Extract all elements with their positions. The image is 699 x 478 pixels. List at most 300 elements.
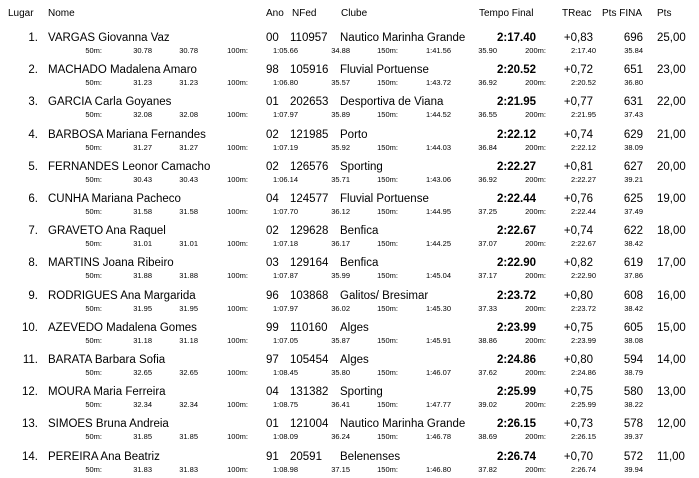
split-diff-50: 31.23 bbox=[179, 78, 198, 88]
split-diff-200: 39.21 bbox=[624, 174, 643, 184]
split-diff-200: 37.86 bbox=[624, 271, 643, 281]
split-time-150: 1:43.72 bbox=[425, 78, 451, 88]
split-label-200: 200m: bbox=[525, 207, 546, 216]
split-label-50: 50m: bbox=[85, 432, 102, 442]
split-label-100: 100m: bbox=[227, 432, 248, 442]
split-label-150: 150m: bbox=[377, 174, 398, 184]
header-lugar: Lugar bbox=[8, 8, 34, 19]
club-name: Sporting bbox=[340, 160, 383, 173]
split-label-150: 150m: bbox=[377, 239, 398, 249]
split-time-150: 1:44.95 bbox=[425, 207, 451, 216]
split-time-200: 2:22.27 bbox=[570, 174, 596, 184]
split-label-150: 150m: bbox=[377, 46, 398, 55]
reaction-time: +0,75 bbox=[563, 386, 593, 399]
club-name: Belenenses bbox=[340, 450, 401, 463]
split-label-150: 150m: bbox=[377, 142, 398, 152]
final-time: 2:22.90 bbox=[496, 257, 536, 270]
reaction-time: +0,81 bbox=[563, 160, 593, 173]
athlete-name: RODRIGUES Ana Margarida bbox=[48, 289, 196, 302]
reaction-time: +0,72 bbox=[563, 64, 593, 77]
split-time-50: 31.27 bbox=[133, 142, 152, 152]
points: 13,00 bbox=[657, 386, 686, 399]
split-time-50: 31.23 bbox=[133, 78, 152, 88]
split-label-100: 100m: bbox=[227, 464, 248, 474]
split-diff-100: 36.12 bbox=[331, 207, 350, 216]
club-name: Benfica bbox=[340, 225, 379, 238]
points: 16,00 bbox=[657, 289, 686, 302]
split-time-100: 1:08.75 bbox=[272, 400, 298, 410]
split-label-50: 50m: bbox=[85, 271, 102, 281]
athlete-name: SIMOES Bruna Andreia bbox=[48, 418, 169, 431]
birth-year: 97 bbox=[266, 354, 279, 366]
split-diff-100: 35.87 bbox=[331, 335, 350, 345]
points: 15,00 bbox=[657, 321, 686, 334]
split-time-100: 1:08.09 bbox=[272, 432, 298, 442]
reaction-time: +0,75 bbox=[563, 321, 593, 334]
row-position: 9. bbox=[28, 289, 38, 302]
split-diff-50: 31.88 bbox=[179, 271, 198, 281]
split-diff-50: 32.08 bbox=[179, 110, 198, 120]
reaction-time: +0,74 bbox=[563, 128, 593, 141]
split-time-50: 32.34 bbox=[133, 400, 152, 410]
split-diff-50: 31.83 bbox=[179, 464, 198, 474]
birth-year: 01 bbox=[266, 96, 279, 109]
split-diff-150: 35.90 bbox=[478, 46, 497, 55]
split-time-200: 2:22.67 bbox=[570, 239, 596, 249]
fina-points: 696 bbox=[623, 32, 643, 44]
split-diff-150: 37.07 bbox=[478, 239, 497, 249]
fina-points: 572 bbox=[623, 450, 643, 463]
points: 17,00 bbox=[657, 257, 686, 270]
final-time: 2:23.99 bbox=[496, 321, 536, 334]
split-time-150: 1:44.25 bbox=[425, 239, 451, 249]
points: 21,00 bbox=[657, 128, 686, 141]
split-label-50: 50m: bbox=[85, 174, 102, 184]
club-name: Alges bbox=[340, 354, 369, 366]
split-diff-200: 38.09 bbox=[624, 142, 643, 152]
points: 20,00 bbox=[657, 160, 686, 173]
split-diff-150: 37.17 bbox=[478, 271, 497, 281]
split-label-50: 50m: bbox=[85, 46, 102, 55]
athlete-name: MACHADO Madalena Amaro bbox=[48, 64, 197, 77]
split-diff-150: 37.62 bbox=[478, 368, 497, 377]
split-time-200: 2:17.40 bbox=[570, 46, 596, 55]
points: 14,00 bbox=[657, 354, 686, 366]
split-time-50: 31.58 bbox=[133, 207, 152, 216]
split-time-200: 2:26.15 bbox=[570, 432, 596, 442]
split-diff-50: 31.01 bbox=[179, 239, 198, 249]
table-row bbox=[0, 445, 699, 477]
header-nome: Nome bbox=[48, 8, 75, 19]
split-diff-150: 37.82 bbox=[478, 464, 497, 474]
reaction-time: +0,82 bbox=[563, 257, 593, 270]
split-diff-100: 36.41 bbox=[331, 400, 350, 410]
final-time: 2:22.44 bbox=[496, 193, 536, 205]
split-label-100: 100m: bbox=[227, 174, 248, 184]
split-label-100: 100m: bbox=[227, 303, 248, 313]
split-time-150: 1:44.52 bbox=[425, 110, 451, 120]
split-diff-50: 30.78 bbox=[179, 46, 198, 55]
split-time-50: 31.95 bbox=[133, 303, 152, 313]
reaction-time: +0,80 bbox=[563, 354, 593, 366]
row-position: 11. bbox=[22, 354, 38, 366]
row-position: 8. bbox=[28, 257, 38, 270]
federation-number: 20591 bbox=[290, 450, 322, 463]
split-diff-150: 36.92 bbox=[478, 174, 497, 184]
split-label-150: 150m: bbox=[377, 271, 398, 281]
header-tempo: Tempo Final bbox=[479, 8, 534, 19]
split-diff-150: 36.84 bbox=[478, 142, 497, 152]
athlete-name: FERNANDES Leonor Camacho bbox=[48, 160, 211, 173]
athlete-name: VARGAS Giovanna Vaz bbox=[48, 32, 170, 44]
fina-points: 578 bbox=[623, 418, 643, 431]
final-time: 2:23.72 bbox=[496, 289, 536, 302]
split-label-100: 100m: bbox=[227, 110, 248, 120]
header-clube: Clube bbox=[341, 8, 368, 19]
final-time: 2:22.67 bbox=[496, 225, 536, 238]
split-time-150: 1:45.91 bbox=[425, 335, 451, 345]
split-label-100: 100m: bbox=[227, 239, 248, 249]
split-diff-50: 32.34 bbox=[179, 400, 198, 410]
fina-points: 580 bbox=[623, 386, 643, 399]
table-row bbox=[0, 26, 699, 58]
split-diff-200: 38.22 bbox=[624, 400, 643, 410]
points: 19,00 bbox=[657, 193, 686, 205]
row-position: 1. bbox=[28, 32, 38, 44]
split-time-200: 2:26.74 bbox=[570, 464, 596, 474]
birth-year: 02 bbox=[266, 128, 279, 141]
club-name: Desportiva de Viana bbox=[340, 96, 444, 109]
split-time-200: 2:22.90 bbox=[570, 271, 596, 281]
split-time-50: 30.78 bbox=[133, 46, 152, 55]
split-label-150: 150m: bbox=[377, 464, 398, 474]
fina-points: 622 bbox=[623, 225, 643, 238]
split-time-150: 1:43.06 bbox=[425, 174, 451, 184]
split-diff-100: 35.99 bbox=[331, 271, 350, 281]
birth-year: 98 bbox=[266, 64, 279, 77]
split-diff-50: 31.85 bbox=[179, 432, 198, 442]
header-treac: TReac bbox=[562, 8, 592, 19]
split-time-150: 1:46.78 bbox=[425, 432, 451, 442]
federation-number: 129628 bbox=[290, 225, 329, 238]
split-time-150: 1:44.03 bbox=[425, 142, 451, 152]
final-time: 2:22.27 bbox=[496, 160, 536, 173]
split-label-100: 100m: bbox=[227, 335, 248, 345]
split-label-100: 100m: bbox=[227, 400, 248, 410]
split-diff-150: 37.33 bbox=[478, 303, 497, 313]
final-time: 2:20.52 bbox=[496, 64, 536, 77]
athlete-name: MARTINS Joana Ribeiro bbox=[48, 257, 174, 270]
row-position: 7. bbox=[28, 225, 38, 238]
split-diff-200: 36.80 bbox=[624, 78, 643, 88]
split-diff-200: 35.84 bbox=[624, 46, 643, 55]
split-label-200: 200m: bbox=[525, 78, 546, 88]
header-pts: Pts bbox=[657, 8, 672, 19]
split-time-50: 31.18 bbox=[133, 335, 152, 345]
reaction-time: +0,73 bbox=[563, 418, 593, 431]
birth-year: 91 bbox=[266, 450, 279, 463]
federation-number: 105454 bbox=[290, 354, 329, 366]
split-diff-200: 38.79 bbox=[624, 368, 643, 377]
club-name: Nautico Marinha Grande bbox=[340, 32, 466, 44]
athlete-name: AZEVEDO Madalena Gomes bbox=[48, 321, 197, 334]
split-time-50: 30.43 bbox=[133, 174, 152, 184]
federation-number: 129164 bbox=[290, 257, 329, 270]
split-diff-150: 36.92 bbox=[478, 78, 497, 88]
athlete-name: BARBOSA Mariana Fernandes bbox=[48, 128, 206, 141]
reaction-time: +0,70 bbox=[563, 450, 593, 463]
row-position: 10. bbox=[22, 321, 38, 334]
split-time-100: 1:06.14 bbox=[272, 174, 298, 184]
row-position: 13. bbox=[22, 418, 38, 431]
split-label-150: 150m: bbox=[377, 400, 398, 410]
split-time-150: 1:45.04 bbox=[425, 271, 451, 281]
points: 22,00 bbox=[657, 96, 686, 109]
split-label-200: 200m: bbox=[525, 303, 546, 313]
split-label-50: 50m: bbox=[85, 400, 102, 410]
split-diff-100: 35.71 bbox=[331, 174, 350, 184]
athlete-name: PEREIRA Ana Beatriz bbox=[48, 450, 160, 463]
fina-points: 631 bbox=[623, 96, 643, 109]
final-time: 2:22.12 bbox=[496, 128, 536, 141]
split-diff-100: 35.89 bbox=[331, 110, 350, 120]
split-label-200: 200m: bbox=[525, 368, 546, 377]
points: 18,00 bbox=[657, 225, 686, 238]
final-time: 2:17.40 bbox=[496, 32, 536, 44]
athlete-name: GRAVETO Ana Raquel bbox=[48, 225, 166, 238]
fina-points: 625 bbox=[623, 193, 643, 205]
federation-number: 121004 bbox=[290, 418, 329, 431]
split-diff-50: 31.27 bbox=[179, 142, 198, 152]
federation-number: 121985 bbox=[290, 128, 329, 141]
athlete-name: GARCIA Carla Goyanes bbox=[48, 96, 172, 109]
split-diff-100: 35.57 bbox=[331, 78, 350, 88]
reaction-time: +0,74 bbox=[563, 225, 593, 238]
split-time-150: 1:47.77 bbox=[425, 400, 451, 410]
split-time-100: 1:07.97 bbox=[272, 110, 298, 120]
federation-number: 124577 bbox=[290, 193, 329, 205]
split-diff-50: 31.58 bbox=[179, 207, 198, 216]
club-name: Fluvial Portuense bbox=[340, 193, 429, 205]
split-diff-150: 38.86 bbox=[478, 335, 497, 345]
row-position: 4. bbox=[28, 128, 38, 141]
table-row bbox=[0, 348, 699, 380]
split-time-100: 1:06.80 bbox=[272, 78, 298, 88]
split-diff-100: 34.88 bbox=[331, 46, 350, 55]
table-row bbox=[0, 316, 699, 348]
split-label-200: 200m: bbox=[525, 271, 546, 281]
split-label-100: 100m: bbox=[227, 271, 248, 281]
birth-year: 00 bbox=[266, 32, 279, 44]
split-diff-200: 37.43 bbox=[624, 110, 643, 120]
split-time-50: 31.88 bbox=[133, 271, 152, 281]
table-row bbox=[0, 155, 699, 187]
split-time-100: 1:08.45 bbox=[272, 368, 298, 377]
split-label-50: 50m: bbox=[85, 239, 102, 249]
split-label-50: 50m: bbox=[85, 464, 102, 474]
split-time-100: 1:07.05 bbox=[272, 335, 298, 345]
birth-year: 04 bbox=[266, 193, 279, 205]
club-name: Alges bbox=[340, 321, 369, 334]
split-label-100: 100m: bbox=[227, 142, 248, 152]
split-time-200: 2:22.12 bbox=[570, 142, 596, 152]
split-time-150: 1:41.56 bbox=[425, 46, 451, 55]
fina-points: 629 bbox=[623, 128, 643, 141]
table-row bbox=[0, 123, 699, 155]
table-row bbox=[0, 251, 699, 283]
split-label-150: 150m: bbox=[377, 303, 398, 313]
split-diff-150: 36.55 bbox=[478, 110, 497, 120]
split-label-150: 150m: bbox=[377, 432, 398, 442]
header-nfed: NFed bbox=[292, 8, 317, 19]
split-diff-150: 37.25 bbox=[478, 207, 497, 216]
row-position: 12. bbox=[22, 386, 38, 399]
federation-number: 131382 bbox=[290, 386, 329, 399]
row-position: 5. bbox=[28, 160, 38, 173]
split-diff-200: 39.37 bbox=[624, 432, 643, 442]
table-row bbox=[0, 187, 699, 219]
split-label-50: 50m: bbox=[85, 110, 102, 120]
split-time-200: 2:20.52 bbox=[570, 78, 596, 88]
federation-number: 110160 bbox=[290, 321, 328, 334]
split-diff-100: 36.24 bbox=[331, 432, 350, 442]
club-name: Galitos/ Bresimar bbox=[340, 289, 429, 302]
split-diff-50: 31.18 bbox=[179, 335, 198, 345]
split-diff-50: 30.43 bbox=[179, 174, 198, 184]
reaction-time: +0,80 bbox=[563, 289, 593, 302]
split-label-50: 50m: bbox=[85, 303, 102, 313]
fina-points: 608 bbox=[623, 289, 643, 302]
final-time: 2:24.86 bbox=[496, 354, 536, 366]
split-label-200: 200m: bbox=[525, 432, 546, 442]
birth-year: 03 bbox=[266, 257, 279, 270]
split-label-50: 50m: bbox=[85, 207, 102, 216]
table-row bbox=[0, 90, 699, 122]
split-time-150: 1:46.07 bbox=[425, 368, 451, 377]
split-diff-100: 36.02 bbox=[331, 303, 350, 313]
split-label-200: 200m: bbox=[525, 142, 546, 152]
split-label-50: 50m: bbox=[85, 335, 102, 345]
points: 23,00 bbox=[657, 64, 686, 77]
split-time-50: 31.01 bbox=[133, 239, 152, 249]
split-diff-150: 39.02 bbox=[478, 400, 497, 410]
split-label-150: 150m: bbox=[377, 110, 398, 120]
split-time-50: 32.65 bbox=[133, 368, 152, 377]
final-time: 2:25.99 bbox=[496, 386, 536, 399]
split-diff-150: 38.69 bbox=[478, 432, 497, 442]
split-label-200: 200m: bbox=[525, 335, 546, 345]
split-diff-50: 31.95 bbox=[179, 303, 198, 313]
table-row bbox=[0, 412, 699, 444]
fina-points: 605 bbox=[623, 321, 643, 334]
split-diff-100: 35.92 bbox=[331, 142, 350, 152]
split-label-200: 200m: bbox=[525, 464, 546, 474]
split-time-100: 1:07.70 bbox=[272, 207, 298, 216]
row-position: 14. bbox=[22, 450, 38, 463]
split-label-50: 50m: bbox=[85, 368, 102, 377]
split-time-100: 1:07.97 bbox=[272, 303, 298, 313]
fina-points: 619 bbox=[623, 257, 643, 270]
split-label-100: 100m: bbox=[227, 78, 248, 88]
reaction-time: +0,77 bbox=[563, 96, 593, 109]
table-row bbox=[0, 284, 699, 316]
header-fina: Pts FINA bbox=[602, 8, 643, 19]
split-label-150: 150m: bbox=[377, 335, 398, 345]
row-position: 6. bbox=[28, 193, 38, 205]
split-label-50: 50m: bbox=[85, 78, 102, 88]
federation-number: 110957 bbox=[290, 32, 328, 44]
birth-year: 02 bbox=[266, 225, 279, 238]
athlete-name: CUNHA Mariana Pacheco bbox=[48, 193, 181, 205]
split-time-100: 1:07.18 bbox=[272, 239, 298, 249]
birth-year: 99 bbox=[266, 321, 279, 334]
points: 12,00 bbox=[657, 418, 686, 431]
federation-number: 202653 bbox=[290, 96, 329, 109]
fina-points: 594 bbox=[623, 354, 643, 366]
club-name: Fluvial Portuense bbox=[340, 64, 429, 77]
split-label-200: 200m: bbox=[525, 46, 546, 55]
split-diff-200: 38.08 bbox=[624, 335, 643, 345]
birth-year: 02 bbox=[266, 160, 279, 173]
split-diff-200: 38.42 bbox=[624, 239, 643, 249]
split-time-100: 1:05.66 bbox=[272, 46, 298, 55]
split-time-100: 1:07.19 bbox=[272, 142, 298, 152]
split-diff-100: 35.80 bbox=[331, 368, 350, 377]
reaction-time: +0,76 bbox=[563, 193, 593, 205]
federation-number: 126576 bbox=[290, 160, 329, 173]
fina-points: 651 bbox=[623, 64, 643, 77]
birth-year: 01 bbox=[266, 418, 279, 431]
split-diff-100: 36.17 bbox=[331, 239, 350, 249]
fina-points: 627 bbox=[623, 160, 643, 173]
final-time: 2:21.95 bbox=[496, 96, 536, 109]
split-label-150: 150m: bbox=[377, 78, 398, 88]
table-row bbox=[0, 58, 699, 90]
points: 25,00 bbox=[657, 32, 686, 44]
split-time-200: 2:22.44 bbox=[570, 207, 596, 216]
split-label-50: 50m: bbox=[85, 142, 102, 152]
club-name: Porto bbox=[340, 128, 368, 141]
split-time-200: 2:21.95 bbox=[570, 110, 596, 120]
table-row bbox=[0, 219, 699, 251]
split-diff-100: 37.15 bbox=[331, 464, 350, 474]
split-time-150: 1:46.80 bbox=[425, 464, 451, 474]
split-label-150: 150m: bbox=[377, 207, 398, 216]
split-label-200: 200m: bbox=[525, 239, 546, 249]
split-time-100: 1:08.98 bbox=[272, 464, 298, 474]
split-time-150: 1:45.30 bbox=[425, 303, 451, 313]
split-label-100: 100m: bbox=[227, 207, 248, 216]
split-label-100: 100m: bbox=[227, 368, 248, 377]
club-name: Benfica bbox=[340, 257, 379, 270]
split-label-200: 200m: bbox=[525, 400, 546, 410]
row-position: 2. bbox=[28, 64, 38, 77]
table-row bbox=[0, 380, 699, 412]
federation-number: 103868 bbox=[290, 289, 329, 302]
reaction-time: +0,83 bbox=[563, 32, 593, 44]
header-ano: Ano bbox=[266, 8, 284, 19]
row-position: 3. bbox=[28, 96, 38, 109]
points: 11,00 bbox=[657, 450, 685, 463]
final-time: 2:26.15 bbox=[496, 418, 536, 431]
split-time-50: 32.08 bbox=[133, 110, 152, 120]
club-name: Nautico Marinha Grande bbox=[340, 418, 466, 431]
split-label-200: 200m: bbox=[525, 110, 546, 120]
split-time-200: 2:23.72 bbox=[570, 303, 596, 313]
club-name: Sporting bbox=[340, 386, 383, 399]
athlete-name: MOURA Maria Ferreira bbox=[48, 386, 166, 399]
split-diff-200: 39.94 bbox=[624, 464, 643, 474]
